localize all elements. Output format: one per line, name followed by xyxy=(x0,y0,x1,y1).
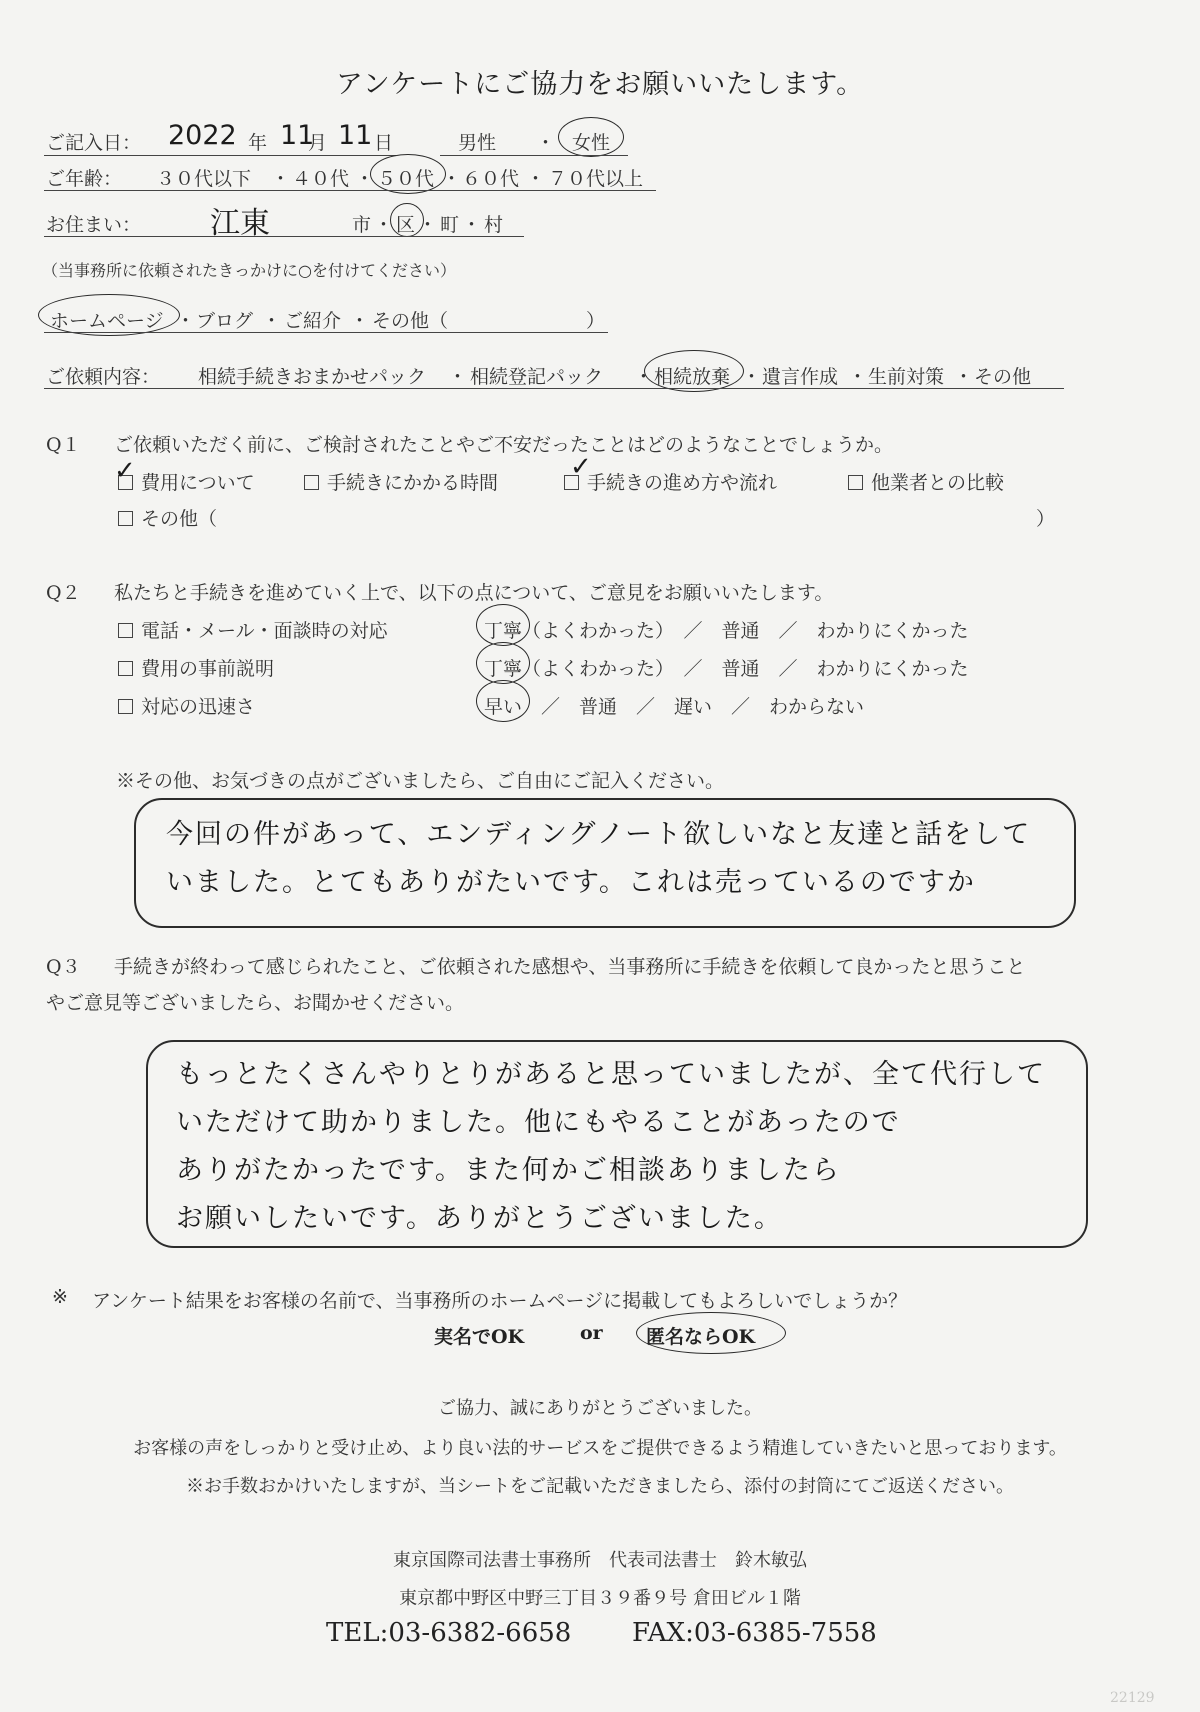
q2-question: 私たちと手続きを進めていく上で、以下の点について、ご意見をお願いいたします。 xyxy=(114,582,834,604)
q3-answer-line-2: いただけて助かりました。他にもやることがあったので xyxy=(176,1107,901,1138)
q1-checkbox-compare[interactable] xyxy=(848,475,863,490)
renunciation-circle-mark xyxy=(644,350,744,392)
age-30-or-less: ３０代以下 xyxy=(156,168,252,190)
q2-answer-line-2: いました。とてもありがたいです。これは売っているのですか xyxy=(166,867,976,898)
trigger-other-close: ） xyxy=(586,310,606,332)
age-sep-1: ・ xyxy=(271,168,291,190)
q3-question-line-2: やご意見等ございましたら、お聞かせください。 xyxy=(46,992,465,1014)
speed-fast-circle-mark xyxy=(476,680,530,722)
request-will: 遺言作成 xyxy=(762,366,839,388)
request-registration-pack: 相続登記パック xyxy=(470,366,604,388)
q1-number: Q１ xyxy=(46,434,81,456)
office-name: 東京国際司法書士事務所 代表司法書士 鈴木敏弘 xyxy=(393,1550,807,1571)
request-renunciation: 相続放棄 xyxy=(654,366,731,388)
date-month-value: 11 xyxy=(280,120,315,151)
gender-female: 女性 xyxy=(572,132,611,154)
year-unit: 年 xyxy=(248,132,268,154)
age-underline xyxy=(44,190,656,191)
trigger-blog: ブログ xyxy=(196,310,254,332)
q3-answer-line-1: もっとたくさんやりとりがあると思っていましたが、全て代行して xyxy=(176,1059,1046,1090)
request-sep-4: ・ xyxy=(848,366,868,388)
addr-ward: 区 xyxy=(396,214,416,236)
trigger-referral: ご紹介 xyxy=(284,310,342,332)
q1-option-process: 手続きの進め方や流れ xyxy=(564,468,777,495)
gender-underline xyxy=(440,155,628,156)
office-tel: TEL:03-6382-6658 xyxy=(326,1618,572,1648)
age-sep-2: ・ xyxy=(355,168,375,190)
q1-option-cost: 費用について xyxy=(118,468,255,495)
closing-line-3: ※お手数おかけいたしますが、当シートをご記載いただきましたら、添付の封筒にてご返送ください。 xyxy=(186,1476,1014,1497)
request-full-pack: 相続手続きおまかせパック xyxy=(198,366,427,388)
publish-or: or xyxy=(580,1322,603,1344)
q2-checkbox-fee[interactable] xyxy=(118,661,133,676)
stamp-number: 22129 xyxy=(1110,1690,1155,1706)
address-label: お住まい： xyxy=(46,214,142,236)
trigger-underline xyxy=(44,332,608,333)
q1-check-cost-icon: ✓ xyxy=(114,456,136,486)
homepage-circle-mark xyxy=(38,294,180,336)
q2-checkbox-contact[interactable] xyxy=(118,623,133,638)
q2-number: Q２ xyxy=(46,582,81,604)
address-underline xyxy=(44,236,524,237)
q1-option-other: その他（ xyxy=(118,504,217,531)
trigger-sep-1: ・ xyxy=(176,310,196,332)
q3-answer-line-3: ありがたかったです。また何かご相談ありましたら xyxy=(176,1155,841,1186)
age-sep-3: ・ xyxy=(442,168,462,190)
q2-row-speed-label: 対応の迅速さ xyxy=(118,692,255,719)
age-70-plus: ７０代以上 xyxy=(548,168,644,190)
date-year-value: 2022 xyxy=(168,120,237,151)
q3-answer-line-4: お願いしたいです。ありがとうございました。 xyxy=(176,1203,783,1234)
addr-sep-1: ・ xyxy=(374,214,394,236)
q2-free-comment-note: ※その他、お気づきの点がございましたら、ご自由にご記入ください。 xyxy=(116,770,725,792)
q1-option-time: 手続きにかかる時間 xyxy=(304,468,498,495)
age-sep-4: ・ xyxy=(526,168,546,190)
request-sep-1: ・ xyxy=(448,366,468,388)
date-day-value: 11 xyxy=(338,120,373,151)
age-40s: ４０代 xyxy=(292,168,350,190)
q1-checkbox-time[interactable] xyxy=(304,475,319,490)
age-circle-mark xyxy=(370,154,446,194)
publish-mark: ※ xyxy=(52,1286,68,1308)
q1-check-process-icon: ✓ xyxy=(570,452,592,482)
q1-question: ご依頼いただく前に、ご検討されたことやご不安だったことはどのようなことでしょうか。 xyxy=(114,434,894,456)
q2-row-fee-choices: 丁寧（よくわかった） ／ 普通 ／ わかりにくかった xyxy=(484,658,969,680)
publish-anonymous-option: 匿名ならOK xyxy=(646,1326,756,1348)
office-address: 東京都中野区中野三丁目３９番９号 倉田ビル１階 xyxy=(399,1588,801,1609)
trigger-sep-2: ・ xyxy=(262,310,282,332)
q2-row-contact-choices: 丁寧（よくわかった） ／ 普通 ／ わかりにくかった xyxy=(484,620,969,642)
addr-town: 町 xyxy=(440,214,460,236)
age-50s: ５０代 xyxy=(377,168,435,190)
q2-row-fee-label: 費用の事前説明 xyxy=(118,654,274,681)
request-label: ご依頼内容： xyxy=(46,366,161,388)
closing-line-2: お客様の声をしっかりと受け止め、より良い法的サービスをご提供できるよう精進していきたいと思っております。 xyxy=(133,1438,1067,1459)
addr-sep-3: ・ xyxy=(462,214,482,236)
publish-real-name-option: 実名でOK xyxy=(434,1326,525,1348)
request-underline xyxy=(44,388,1064,389)
q2-answer-line-1: 今回の件があって、エンディングノート欲しいなと友達と話をして xyxy=(166,819,1032,850)
addr-sep-2: ・ xyxy=(418,214,438,236)
age-label: ご年齢： xyxy=(46,168,123,190)
publish-question: アンケート結果をお客様の名前で、当事務所のホームページに掲載してもよろしいでしょうか？ xyxy=(92,1290,908,1312)
q2-row-speed-choices: 早い ／ 普通 ／ 遅い ／ わからない xyxy=(484,696,865,718)
day-unit: 日 xyxy=(374,132,394,154)
date-underline xyxy=(44,155,396,156)
anonymous-circle-mark xyxy=(636,1312,786,1354)
q3-number: Q３ xyxy=(46,956,81,978)
q1-checkbox-other[interactable] xyxy=(118,511,133,526)
office-fax: FAX:03-6385-7558 xyxy=(632,1618,877,1648)
gender-separator: ・ xyxy=(536,132,556,154)
q1-option-compare: 他業者との比較 xyxy=(848,468,1004,495)
date-label: ご記入日： xyxy=(46,132,142,154)
contact-polite-circle-mark xyxy=(476,604,530,646)
fee-polite-circle-mark xyxy=(476,642,530,684)
q3-question-line-1: 手続きが終わって感じられたこと、ご依頼された感想や、当事務所に手続きを依頼して良かったと思うこと xyxy=(114,956,1026,978)
address-value: 江東 xyxy=(210,206,270,241)
q2-row-contact-label: 電話・メール・面談時の対応 xyxy=(118,616,388,643)
request-sep-2: ・ xyxy=(634,366,654,388)
request-sep-5: ・ xyxy=(954,366,974,388)
request-other: その他 xyxy=(974,366,1032,388)
request-sep-3: ・ xyxy=(742,366,762,388)
request-estate-planning: 生前対策 xyxy=(868,366,945,388)
closing-thanks: ご協力、誠にありがとうございました。 xyxy=(438,1398,762,1419)
female-circle-mark xyxy=(558,117,624,157)
age-60s: ６０代 xyxy=(462,168,520,190)
addr-village: 村 xyxy=(484,214,504,236)
addr-city: 市 xyxy=(352,214,372,236)
gender-male: 男性 xyxy=(458,132,497,154)
trigger-sep-3: ・ xyxy=(350,310,370,332)
q1-other-close: ） xyxy=(1036,508,1056,530)
page-title: アンケートにご協力をお願いいたします。 xyxy=(335,69,865,100)
trigger-other: その他（ xyxy=(372,310,449,332)
trigger-note: （当事務所に依頼されたきっかけに○を付けてください） xyxy=(42,261,456,280)
q2-checkbox-speed[interactable] xyxy=(118,699,133,714)
trigger-homepage: ホームページ xyxy=(50,310,164,332)
month-unit: 月 xyxy=(308,132,328,154)
